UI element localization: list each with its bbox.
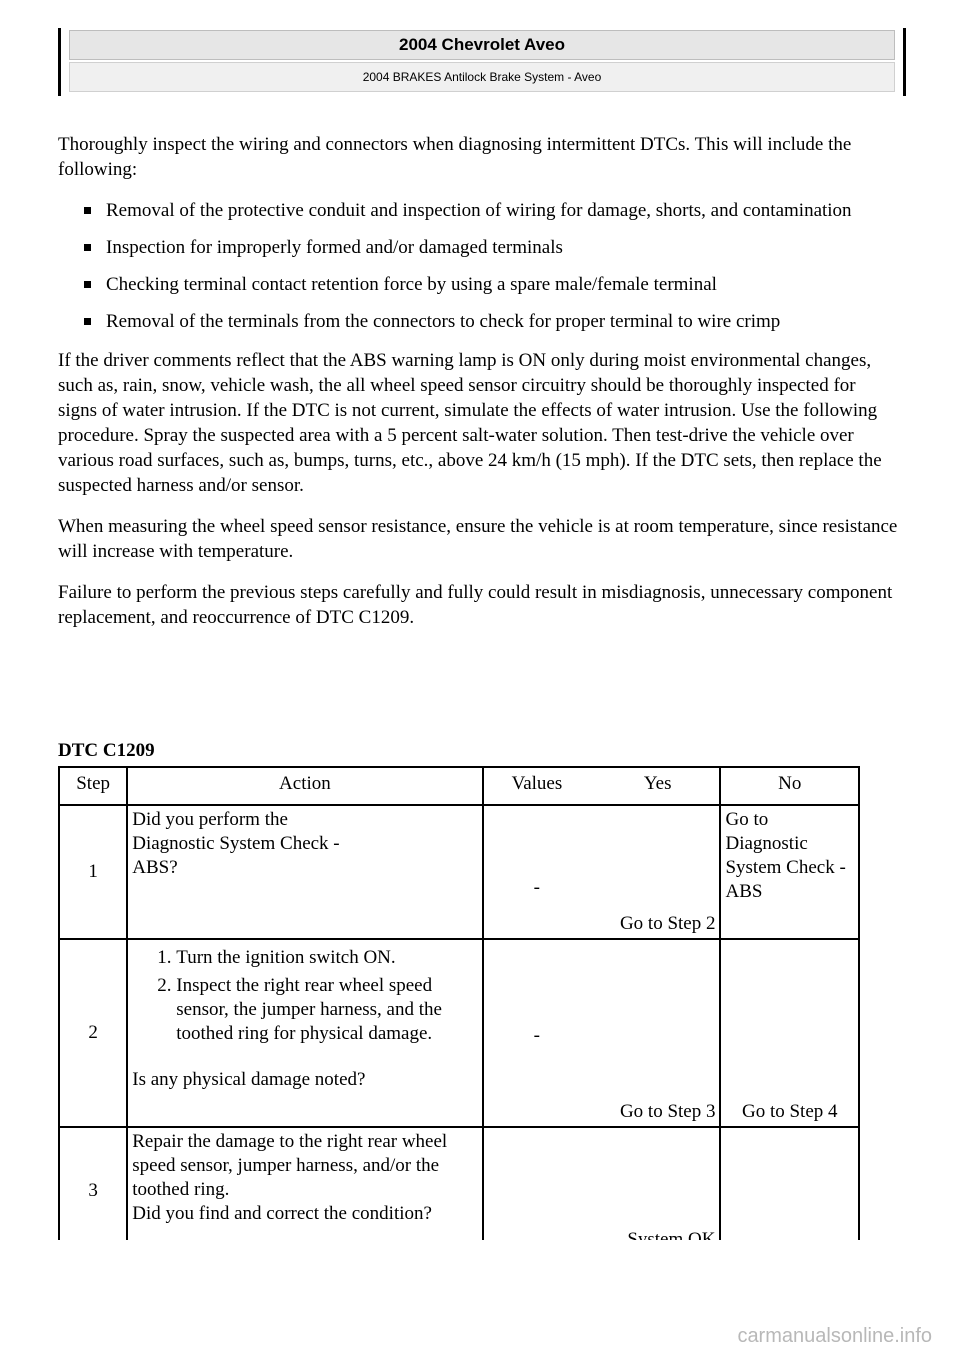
header-action: Action bbox=[127, 767, 482, 805]
intro-paragraph: Thoroughly inspect the wiring and connectors when diagnosing intermittent DTCs. This will include the following: bbox=[58, 134, 852, 180]
document-title: 2004 Chevrolet Aveo bbox=[69, 30, 895, 60]
action-text: Repair the damage to the right rear wheel speed sensor, jumper harness, and/or the toothed ring. bbox=[132, 1131, 448, 1200]
action-cell: Did you perform the Diagnostic System Check - ABS? bbox=[127, 805, 482, 939]
values-yes-cell bbox=[483, 1127, 721, 1255]
action-cell bbox=[127, 939, 482, 1127]
table-row bbox=[59, 1127, 859, 1255]
resistance-paragraph: When measuring the wheel speed sensor resistance, ensure the vehicle is at room temperature, since resistance will increase with temperature. bbox=[58, 516, 898, 562]
step-number: 2 bbox=[59, 939, 127, 1127]
list-item: Removal of the terminals from the connectors to check for proper terminal to wire crimp bbox=[106, 309, 898, 334]
page-header bbox=[58, 28, 906, 96]
header-step: Step bbox=[59, 767, 127, 805]
watermark: carmanualsonline.info bbox=[737, 1325, 932, 1347]
step-number: 3 bbox=[59, 1127, 127, 1255]
no-cell bbox=[720, 939, 859, 1127]
table-header-row bbox=[59, 767, 859, 805]
inspection-list bbox=[58, 198, 898, 334]
no-text: Go to Step 4 bbox=[741, 1101, 838, 1122]
table-row bbox=[59, 805, 859, 939]
dtc-label: DTC C1209 bbox=[58, 740, 155, 761]
document-body bbox=[58, 132, 898, 646]
list-item: Inspection for improperly formed and/or damaged terminals bbox=[106, 235, 898, 260]
water-intrusion-paragraph: If the driver comments reflect that the ABS warning lamp is ON only during moist environmental changes, such as, rain, snow, vehicle wash, the all wheel speed sensor circuitry should be thoroughly inspected for signs of water intrusion. If the DTC is not current, simulate the effects of water intrusion. Use the following procedure. Spray the suspected area with a 5 percent salt-water solution. Then test-drive the vehicle over various road surfaces, such as, bumps, turns, etc., above 24 km/h (15 mph). If the DTC sets, then replace the suspected harness and/or sensor. bbox=[58, 350, 882, 496]
action-cell bbox=[127, 1127, 482, 1255]
action-step: 1. Turn the ignition switch ON. bbox=[176, 946, 477, 970]
yes-text: Go to Step 2 bbox=[619, 913, 716, 934]
list-item: Checking terminal contact retention force by using a spare male/female terminal bbox=[106, 272, 898, 297]
header-yes: Yes bbox=[643, 773, 672, 794]
document-subtitle: 2004 BRAKES Antilock Brake System - Aveo bbox=[69, 62, 895, 92]
page-bottom-margin bbox=[0, 1240, 960, 1358]
header-values: Values bbox=[511, 773, 563, 794]
header-values-yes bbox=[483, 767, 721, 805]
no-cell: Go to Diagnostic System Check - ABS bbox=[720, 805, 859, 939]
action-step: 2. Inspect the right rear wheel speed sensor, the jumper harness, and the toothed ring for physical damage. bbox=[176, 974, 477, 1046]
action-question: Is any physical damage noted? bbox=[132, 1069, 366, 1090]
no-cell bbox=[720, 1127, 859, 1255]
values-text: - bbox=[533, 1025, 540, 1046]
action-steps bbox=[132, 942, 477, 1046]
values-yes-cell bbox=[483, 805, 721, 939]
diagnostic-table bbox=[58, 766, 860, 1316]
step-number: 1 bbox=[59, 805, 127, 939]
values-yes-cell bbox=[483, 939, 721, 1127]
values-text: - bbox=[533, 877, 540, 898]
yes-text: Go to Step 3 bbox=[619, 1101, 716, 1122]
failure-paragraph: Failure to perform the previous steps carefully and fully could result in misdiagnosis, unnecessary component replacement, and reoccurrence of DTC C1209. bbox=[58, 582, 893, 628]
list-item: Removal of the protective conduit and inspection of wiring for damage, shorts, and contamination bbox=[106, 198, 898, 223]
action-question: Did you find and correct the condition? bbox=[132, 1203, 432, 1224]
table-row bbox=[59, 939, 859, 1127]
header-no: No bbox=[720, 767, 859, 805]
